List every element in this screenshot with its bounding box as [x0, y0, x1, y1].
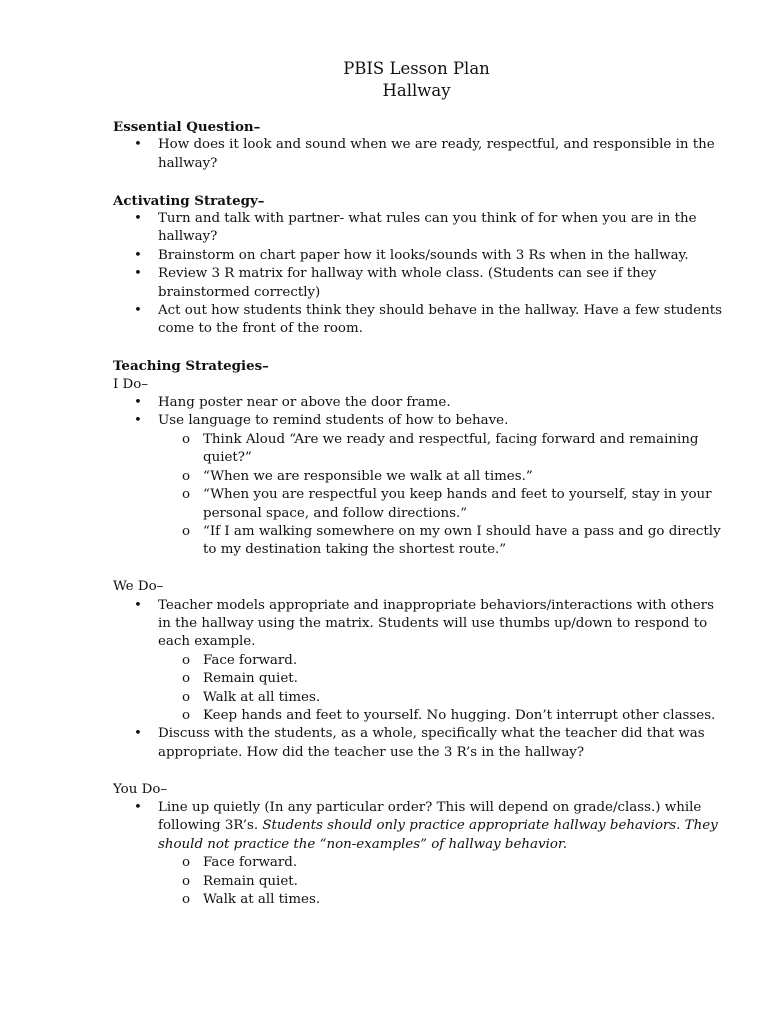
document-title	[105, 58, 728, 102]
list-item: • Hang poster near or above the door frame.	[113, 394, 728, 412]
list-item	[113, 799, 728, 909]
sub-list-item: o Walk at all times.	[158, 891, 728, 909]
list-item	[113, 597, 728, 726]
list-item: • How does it look and sound when we are ready, respectful, and responsible in the hallway?	[113, 136, 728, 173]
i-do-list	[113, 394, 728, 560]
list-item-text: Use language to remind students of how to behave.	[158, 413, 509, 429]
essential-question-list	[113, 136, 728, 173]
teaching-strategies-section	[113, 357, 728, 909]
sub-list-item: o Think Aloud “Are we ready and respectful, facing forward and remaining quiet?”	[158, 431, 728, 468]
list-item-italic-note: Students should only practice appropriate hallway behaviors. They should not practice the “non-examples” of hallway behavior.	[158, 818, 718, 852]
list-item-text: Teacher models appropriate and inappropriate behaviors/interactions with others in the hallway using the matrix. Students will use thumbs up/down to respond to each example.	[158, 597, 714, 650]
list-item: • Turn and talk with partner- what rules can you think of for when you are in the hallway?	[113, 210, 728, 247]
list-item-text: Line up quietly (In any particular order? This will depend on grade/class.) while following 3R’s.	[158, 799, 702, 834]
sub-list-item: o Remain quiet.	[158, 670, 728, 688]
you-do-sublist	[158, 854, 728, 909]
list-item: • Brainstorm on chart paper how it looks/sounds with 3 Rs when in the hallway.	[113, 247, 728, 265]
i-do-label: I Do–	[113, 376, 149, 392]
we-do-sublist	[158, 652, 728, 726]
i-do-sublist	[158, 431, 728, 560]
list-item: • Review 3 R matrix for hallway with whole class. (Students can see if they brainstormed correctly)	[113, 265, 728, 302]
title-line-2: Hallway	[382, 81, 451, 100]
sub-list-item: o Remain quiet.	[158, 873, 728, 891]
sub-list-item: o “When we are responsible we walk at all times.”	[158, 468, 728, 486]
you-do-label: You Do–	[113, 781, 168, 797]
title-line-1: PBIS Lesson Plan	[343, 59, 490, 78]
we-do-list	[113, 597, 728, 763]
list-item	[113, 412, 728, 559]
list-item: • Discuss with the students, as a whole, specifically what the teacher did that was appropriate. How did the teacher use the 3 R’s in the hallway?	[113, 725, 728, 762]
sub-list-item: o Keep hands and feet to yourself. No hugging. Don’t interrupt other classes.	[158, 707, 728, 725]
essential-question-heading: Essential Question–	[113, 119, 261, 135]
sub-list-item: o Face forward.	[158, 854, 728, 872]
you-do-list	[113, 799, 728, 909]
sub-list-item: o Walk at all times.	[158, 689, 728, 707]
we-do-label: We Do–	[113, 579, 164, 595]
sub-list-item: o “When you are respectful you keep hands and feet to yourself, stay in your personal space, and follow directions.”	[158, 486, 728, 523]
sub-list-item: o Face forward.	[158, 652, 728, 670]
activating-strategy-list	[113, 210, 728, 339]
activating-strategy-heading: Activating Strategy–	[113, 192, 265, 209]
sub-list-item: o “If I am walking somewhere on my own I should have a pass and go directly to my destination taking the shortest route.”	[158, 523, 728, 560]
activating-strategy-section	[113, 192, 728, 339]
essential-question-section	[113, 118, 728, 173]
teaching-strategies-heading: Teaching Strategies–	[113, 358, 269, 375]
list-item: • Act out how students think they should behave in the hallway. Have a few students come to the front of the room.	[113, 302, 728, 339]
